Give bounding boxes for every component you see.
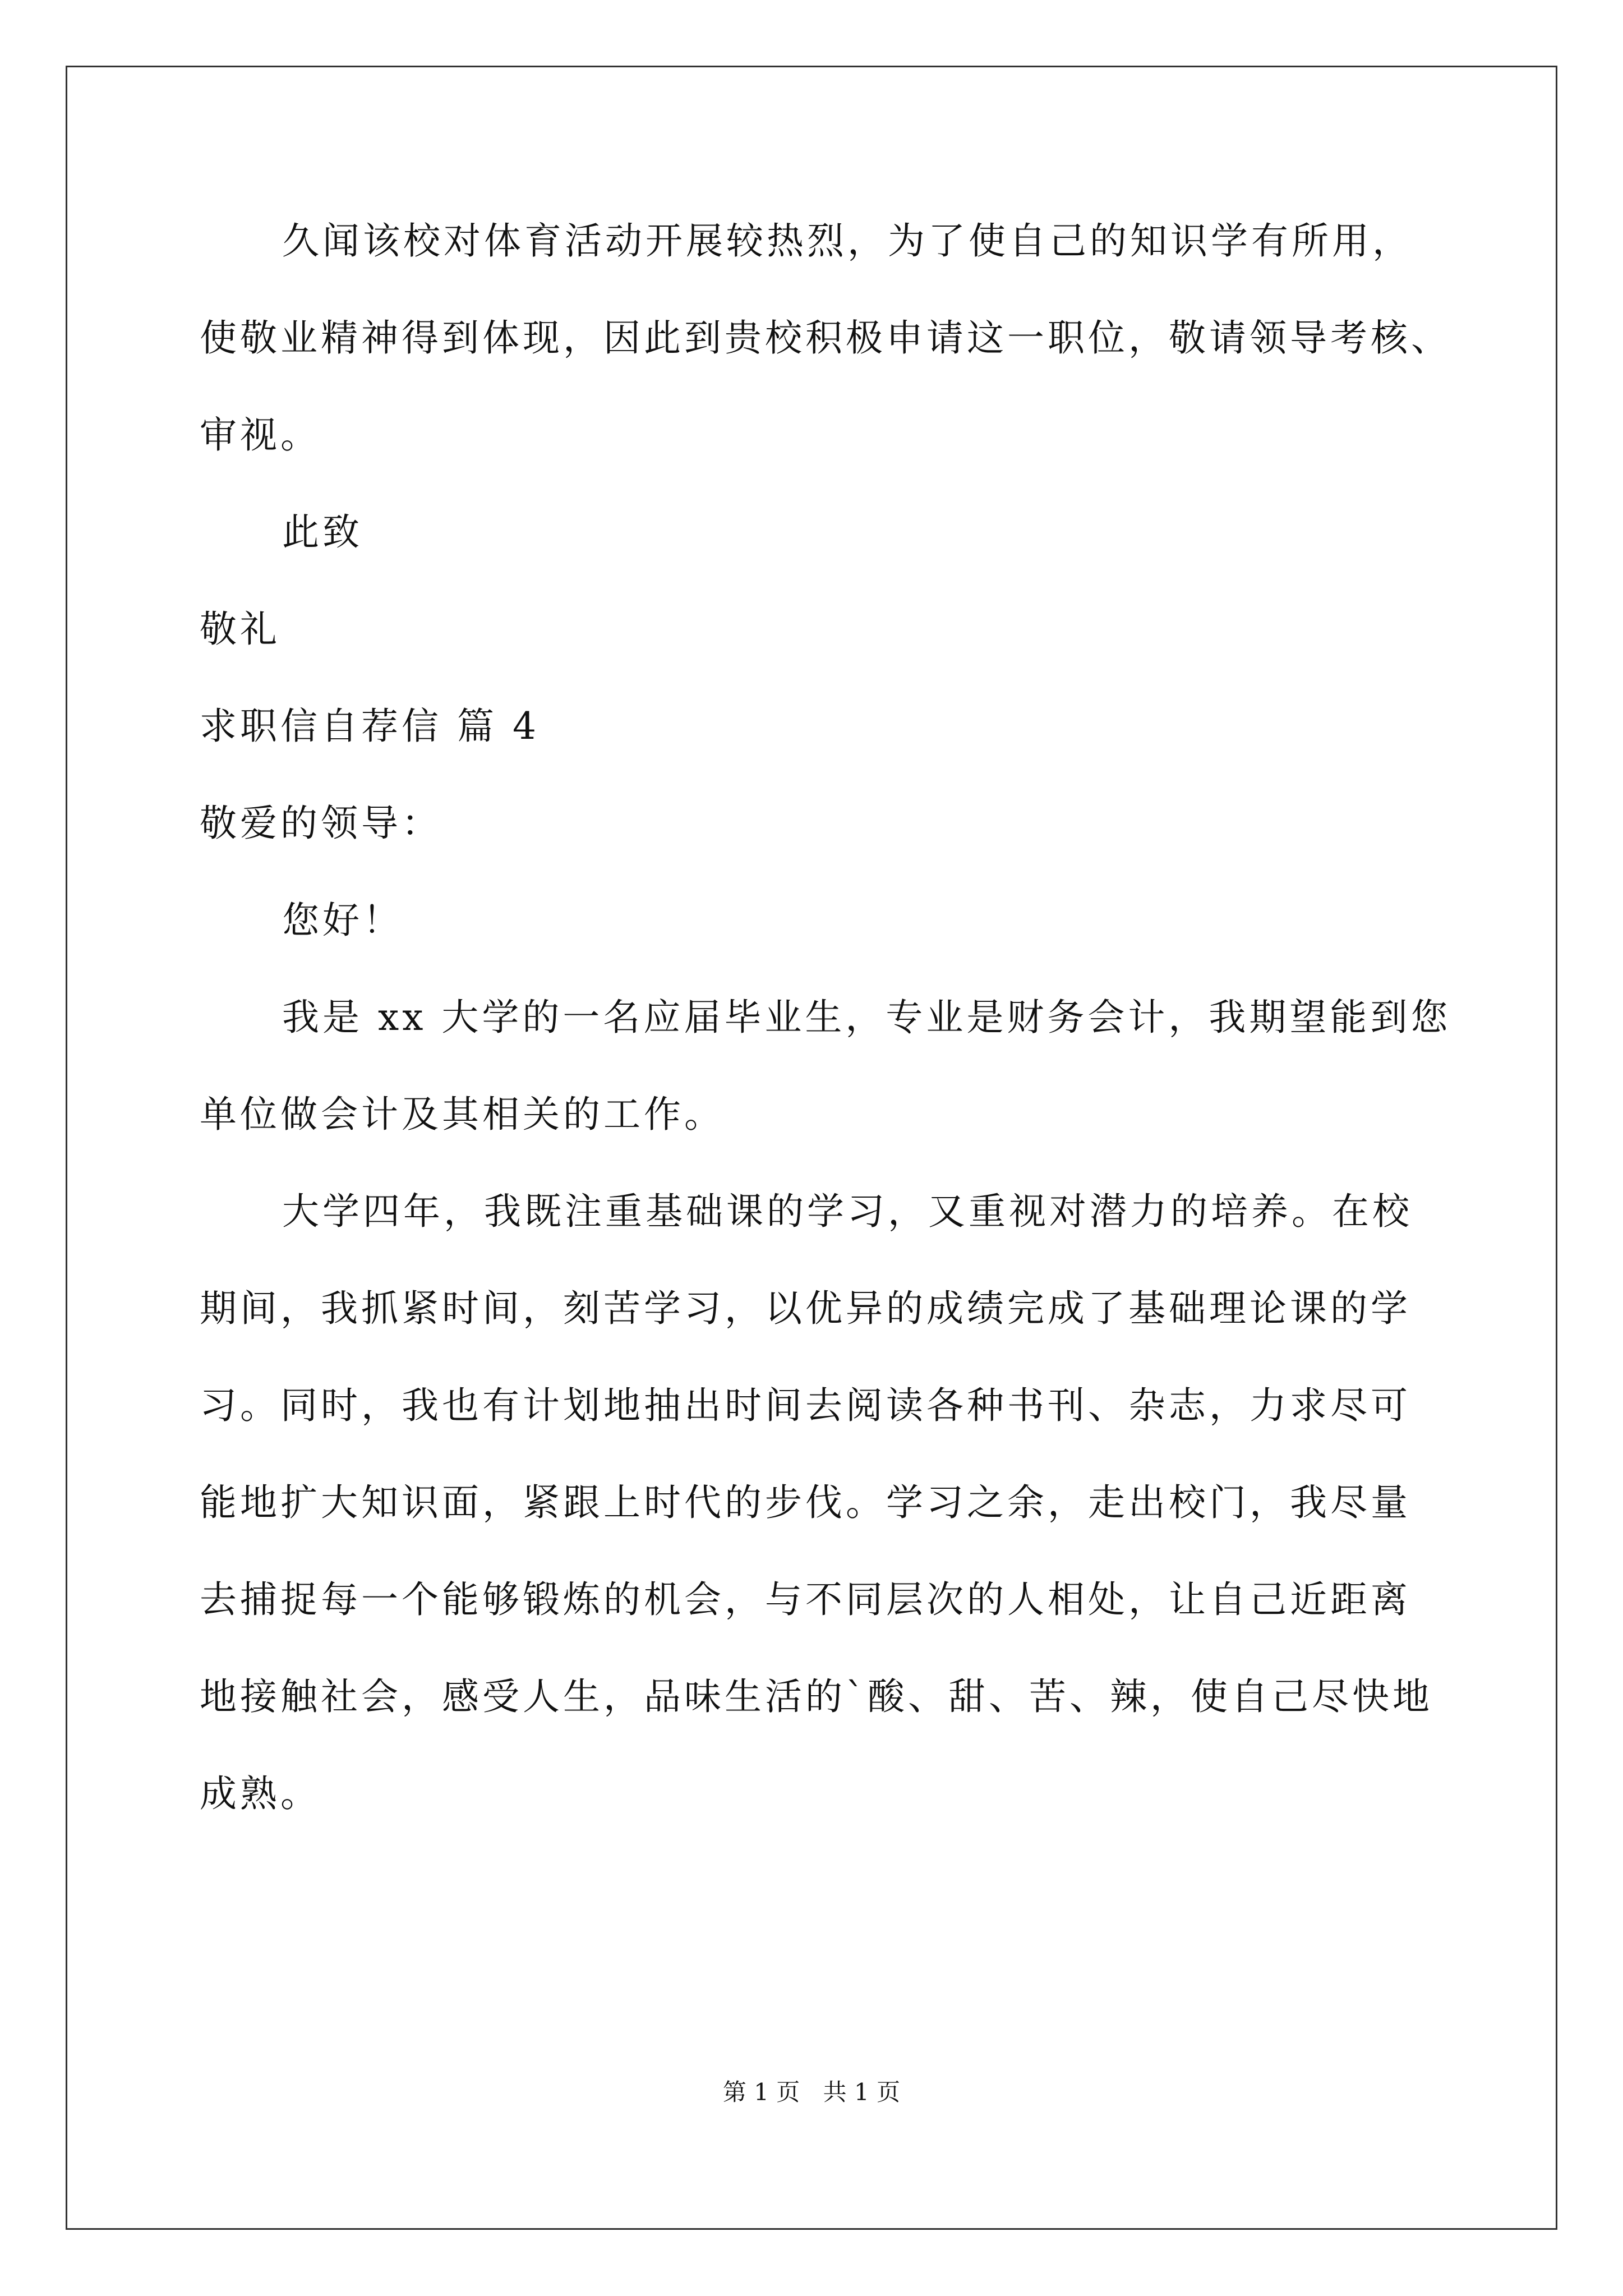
- paragraph-line: 单位做会计及其相关的工作。: [200, 1093, 725, 1136]
- page-number: 第 1 页: [722, 2078, 800, 2106]
- paragraph-line: 能地扩大知识面，紧跟上时代的步伐。学习之余，走出校门，我尽量: [200, 1481, 1411, 1524]
- greeting: 您好！: [282, 899, 403, 942]
- paragraph-line: 我是 xx 大学的一名应届毕业生，专业是财务会计，我期望能到您: [282, 996, 1451, 1039]
- page-total: 共 1 页: [823, 2078, 901, 2106]
- paragraph-line: 习。同时，我也有计划地抽出时间去阅读各种书刊、杂志，力求尽可: [200, 1384, 1411, 1427]
- letter-body: [200, 213, 1473, 1863]
- paragraph-line: 期间，我抓紧时间，刻苦学习，以优异的成绩完成了基础理论课的学: [200, 1287, 1411, 1330]
- paragraph-line: 使敬业精神得到体现，因此到贵校积极申请这一职位，敬请领导考核、: [200, 316, 1451, 360]
- paragraph-line: 久闻该校对体育活动开展较热烈，为了使自己的知识学有所用，: [282, 219, 1413, 263]
- closing-phrase: 此致: [282, 510, 363, 554]
- paragraph-line: 去捕捉每一个能够锻炼的机会，与不同层次的人相处，让自己近距离: [200, 1578, 1411, 1621]
- paragraph-line: 地接触社会，感受人生，品味生活的`酸、甜、苦、辣，使自己尽快地: [200, 1675, 1433, 1718]
- paragraph-line: 成熟。: [200, 1772, 321, 1815]
- closing-salute: 敬礼: [200, 608, 280, 651]
- paragraph-line: 大学四年，我既注重基础课的学习，又重视对潜力的培养。在校: [282, 1190, 1413, 1233]
- salutation: 敬爱的领导：: [200, 802, 442, 845]
- section-heading: 求职信自荐信 篇 4: [200, 705, 540, 748]
- page-footer: [0, 2076, 1623, 2109]
- paragraph-line: 审视。: [200, 413, 321, 457]
